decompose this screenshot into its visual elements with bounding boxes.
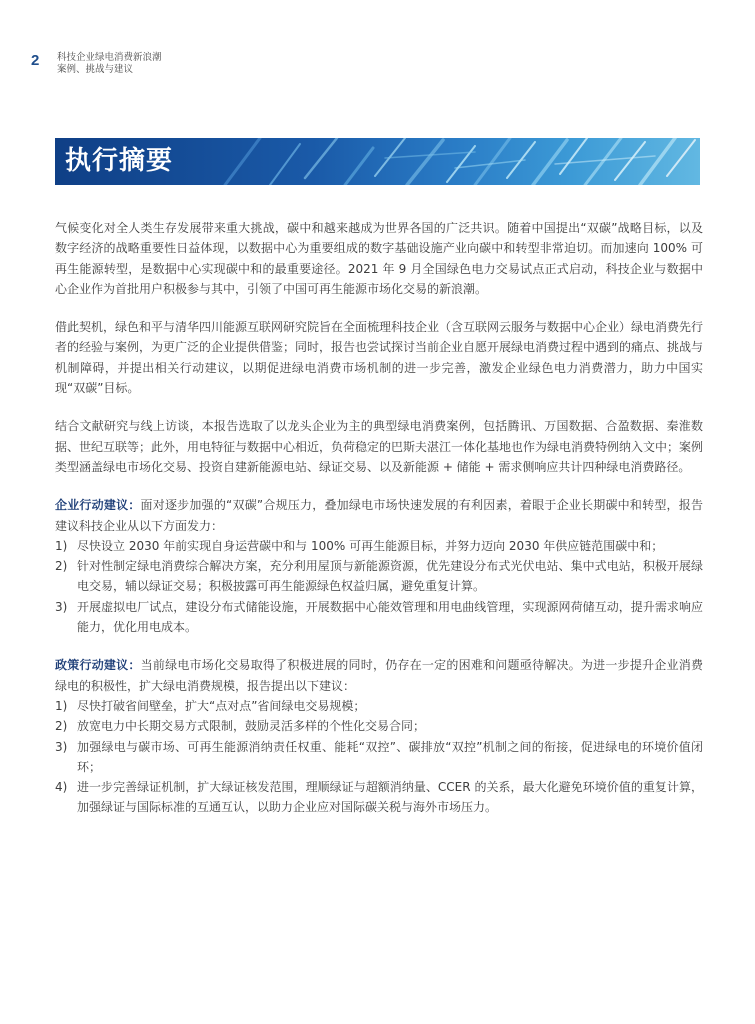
- policy-recommendations-list: [55, 696, 703, 818]
- running-title-line2: 案例、挑战与建议: [57, 64, 134, 75]
- paragraph: 气候变化对全人类生存发展带来重大挑战，碳中和越来越成为世界各国的广泛共识。随着中国提出“双碳”战略目标，以及数字经济的战略重要性日益体现，以数据中心为重要组成的数字基础设施产业向碳中和转型非常迫切。而加速向 100% 可再生能源转型，是数据中心实现碳中和的最重要途径。2021 年 9 月全国绿色电力交易试点正式启动，科技企业与数据中心企业作为首批用户积极参与其中，引领了中国可再生能源市场化交易的新浪潮。: [55, 221, 703, 296]
- policy-lead: 政策行动建议：: [55, 658, 141, 673]
- list-text: 针对性制定绿电消费综合解决方案，充分利用屋顶与新能源资源，优先建设分布式光伏电站、集中式电站，积极开展绿电交易，辅以绿证交易；积极披露可再生能源绿色权益归属，避免重复计算。: [77, 559, 703, 594]
- list-text: 尽快设立 2030 年前实现自身运营碳中和与 100% 可再生能源目标，并努力迈向 2030 年供应链范围碳中和；: [77, 538, 664, 553]
- list-number: 2): [55, 719, 68, 734]
- list-item: [55, 737, 703, 778]
- list-number: 1): [55, 698, 68, 713]
- section-title: 执行摘要: [65, 146, 174, 176]
- paragraph: 结合文献研究与线上访谈，本报告选取了以龙头企业为主的典型绿电消费案例，包括腾讯、万国数据、合盈数据、秦淮数据、世纪互联等；此外，用电特征与数据中心相近，负荷稳定的巴斯夫湛江一体化基地也作为绿电消费特例纳入文中；案例类型涵盖绿电市场化交易、投资自建新能源电站、绿证交易、以及新能源 + 储能 + 需求侧响应共计四种绿电消费路径。: [55, 419, 704, 474]
- page-number: 2: [31, 52, 40, 69]
- enterprise-lead: 企业行动建议：: [55, 498, 141, 513]
- list-text: 加强绿电与碳市场、可再生能源消纳责任权重、能耗“双控”、碳排放“双控”机制之间的衔接，促进绿电的环境价值闭环；: [77, 739, 703, 774]
- list-text: 放宽电力中长期交易方式限制，鼓励灵活多样的个性化交易合同；: [77, 719, 426, 734]
- list-item: [55, 696, 703, 716]
- list-number: 1): [55, 538, 68, 553]
- enterprise-recommendations-intro: [55, 495, 703, 536]
- enterprise-recommendations-list: [55, 536, 703, 637]
- list-item: [55, 597, 703, 638]
- policy-intro-text: 当前绿电市场化交易取得了积极进展的同时，仍存在一定的困难和问题亟待解决。为进一步提升企业消费绿电的积极性，扩大绿电消费规模，报告提出以下建议：: [55, 658, 703, 693]
- list-item: [55, 556, 703, 597]
- list-item: [55, 716, 703, 736]
- list-number: 3): [55, 739, 68, 754]
- policy-recommendations-intro: [55, 655, 703, 696]
- section-banner: [55, 138, 700, 185]
- list-text: 尽快打破省间壁垒，扩大“点对点”省间绿电交易规模；: [77, 698, 366, 713]
- list-item: [55, 536, 703, 556]
- paragraph: 借此契机，绿色和平与清华四川能源互联网研究院旨在全面梳理科技企业（含互联网云服务与数据中心企业）绿电消费先行者的经验与案例，为更广泛的企业提供借鉴；同时，报告也尝试探讨当前企业自愿开展绿电消费过程中遇到的痛点、挑战与机制障碍，并提出相关行动建议，以期促进绿电消费市场机制的进一步完善，激发企业绿色电力消费潜力，助力中国实现“双碳”目标。: [55, 320, 704, 396]
- enterprise-intro-text: 面对逐步加强的“双碳”合规压力，叠加绿电市场快速发展的有利因素，着眼于企业长期碳中和转型，报告建议科技企业从以下方面发力：: [55, 498, 703, 533]
- running-head: [57, 52, 162, 76]
- list-number: 2): [55, 559, 68, 574]
- list-number: 3): [55, 599, 68, 614]
- list-text: 进一步完善绿证机制，扩大绿证核发范围，理顺绿证与超额消纳量、CCER 的关系，最大化避免环境价值的重复计算，加强绿证与国际标准的互通互认，以助力企业应对国际碳关税与海外市场压力。: [77, 780, 703, 815]
- list-number: 4): [55, 780, 68, 795]
- list-item: [55, 777, 703, 818]
- running-title-line1: 科技企业绿电消费新浪潮: [57, 52, 162, 63]
- body-content: [55, 218, 703, 836]
- list-text: 开展虚拟电厂试点，建设分布式储能设施，开展数据中心能效管理和用电曲线管理，实现源网荷储互动，提升需求响应能力，优化用电成本。: [77, 599, 703, 635]
